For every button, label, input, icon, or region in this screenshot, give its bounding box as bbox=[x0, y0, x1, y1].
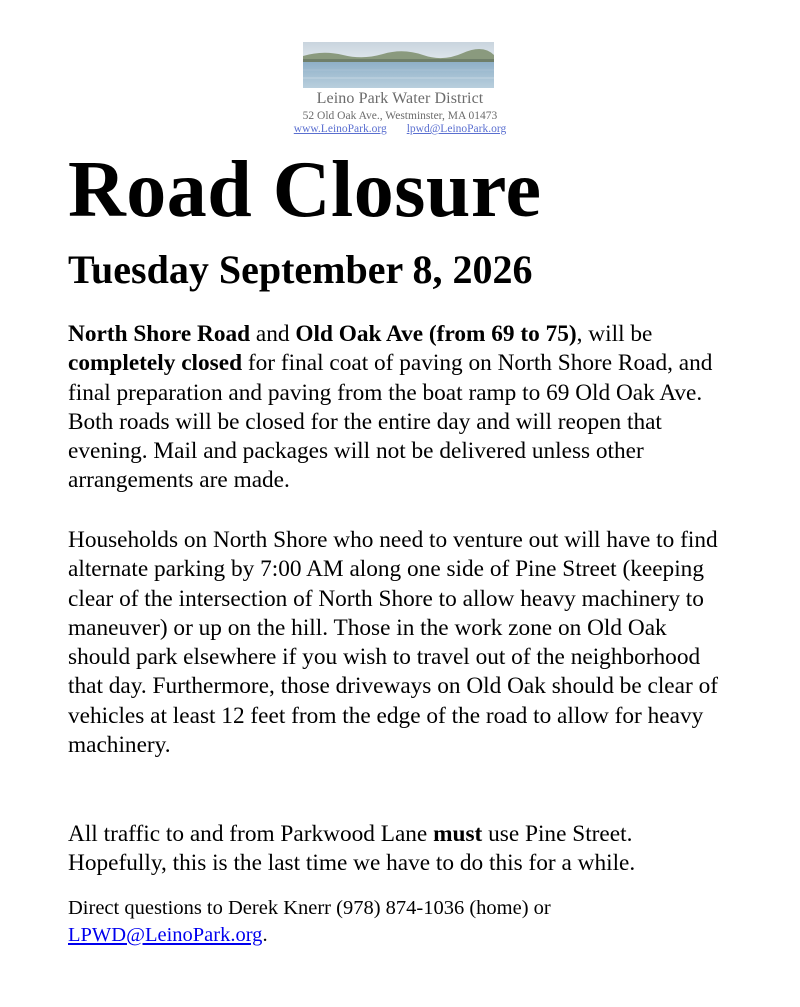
paragraph1-text-b: for final coat of paving on North Shore Road, and final preparation and paving from the boat ramp to 69 Old Oak Ave. Both roads will be closed for the entire day and will reopen that evening. Mail and packages will not be delivered unless other arrangements are made. bbox=[68, 350, 713, 494]
notice-date: Tuesday September 8, 2026 bbox=[68, 247, 533, 292]
lake-photo-logo bbox=[303, 42, 494, 88]
paragraph1-text-a: , will be bbox=[576, 321, 653, 347]
contact-email-link[interactable]: LPWD@LeinoPark.org bbox=[68, 923, 263, 946]
conjunction: and bbox=[250, 321, 296, 347]
organization-name: Leino Park Water District bbox=[316, 90, 484, 107]
road1: North Shore Road bbox=[68, 321, 251, 347]
closure-paragraph bbox=[68, 320, 734, 496]
parking-paragraph: Households on North Shore who need to venture out will have to find alternate parking by 7:00 AM along one side of Pine Street (keeping clear of the intersection of North Shore to allow heavy machinery to maneuver) or up on the hill. Those in the work zone on Old Oak should park elsewhere if you wish to travel out of the neighborhood that day. Furthermore, those driveways on Old Oak should be clear of vehicles at least 12 feet from the edge of the road to allow for heavy machinery. bbox=[68, 527, 718, 759]
organization-links bbox=[0, 123, 800, 135]
contact-text: Direct questions to Derek Knerr (978) 874-1036 (home) or bbox=[68, 897, 551, 919]
website-link[interactable]: www.LeinoPark.org bbox=[293, 123, 387, 135]
contact-end: . bbox=[262, 923, 268, 946]
paragraph3-text-a: All traffic to and from Parkwood Lane bbox=[68, 821, 434, 847]
completely-closed: completely closed bbox=[68, 350, 243, 377]
must-emphasis: must bbox=[433, 821, 483, 847]
road2: Old Oak Ave (from 69 to 75) bbox=[295, 321, 577, 347]
notice-title: Road Closure bbox=[68, 146, 542, 234]
organization-address: 52 Old Oak Ave., Westminster, MA 01473 bbox=[302, 110, 498, 122]
email-link[interactable]: lpwd@LeinoPark.org bbox=[406, 123, 507, 135]
contact-line bbox=[68, 895, 748, 948]
paragraph3-text-b: use Pine Street. Hopefully, this is the last time we have to do this for a while. bbox=[68, 821, 636, 877]
traffic-paragraph bbox=[68, 820, 734, 879]
